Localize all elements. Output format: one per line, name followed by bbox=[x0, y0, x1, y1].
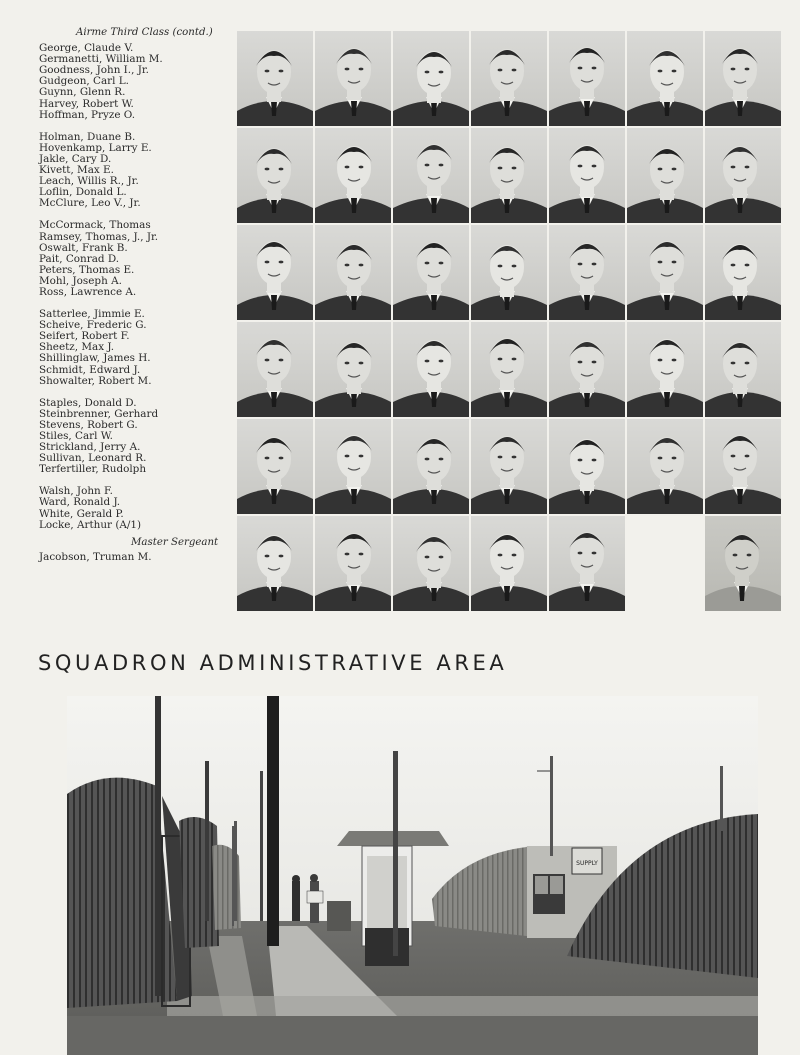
portrait-airman bbox=[393, 516, 469, 611]
name-guynn: Guynn, Glenn R. bbox=[39, 86, 126, 99]
administrative-area-photo bbox=[67, 696, 758, 1055]
name-goodness: Goodness, John I., Jr. bbox=[39, 64, 149, 77]
portrait-airman bbox=[627, 31, 703, 126]
portrait-airman bbox=[471, 225, 547, 320]
name-showalter: Showalter, Robert M. bbox=[39, 374, 152, 387]
name-leach: Leach, Willis R., Jr. bbox=[39, 175, 139, 188]
portrait-airman bbox=[315, 128, 391, 223]
name-george: George, Claude V. bbox=[39, 42, 134, 55]
portrait-airman bbox=[237, 128, 313, 223]
rank-heading-airmen-third-class: Airme Third Class (contd.) bbox=[76, 27, 213, 38]
name-group-row-4 bbox=[39, 309, 234, 387]
name-gudgeon: Gudgeon, Carl L. bbox=[39, 75, 129, 88]
name-sheetz: Sheetz, Max J. bbox=[39, 341, 115, 354]
portrait-airman bbox=[237, 419, 313, 514]
name-mccormack: McCormack, Thomas bbox=[39, 219, 151, 232]
name-loflin: Loflin, Donald L. bbox=[39, 186, 127, 199]
portrait-master-sergeant bbox=[705, 516, 781, 611]
name-holman: Holman, Duane B. bbox=[39, 130, 136, 143]
name-jacobson: Jacobson, Truman M. bbox=[39, 550, 152, 563]
portrait-airman bbox=[393, 128, 469, 223]
portrait-airman bbox=[393, 31, 469, 126]
portrait-airman bbox=[549, 225, 625, 320]
portrait-airman bbox=[705, 31, 781, 126]
name-kivett: Kivett, Max E. bbox=[39, 164, 114, 177]
name-group-row-1 bbox=[39, 43, 234, 121]
name-white: White, Gerald P. bbox=[39, 507, 124, 520]
administrative-area-scene bbox=[67, 696, 758, 1055]
name-group-row-3 bbox=[39, 220, 234, 298]
portrait-grid bbox=[237, 31, 781, 611]
portrait-airman bbox=[471, 516, 547, 611]
name-staples: Staples, Donald D. bbox=[39, 396, 137, 409]
portrait-airman bbox=[315, 31, 391, 126]
name-satterlee: Satterlee, Jimmie E. bbox=[39, 308, 145, 321]
name-terfertiller: Terfertiller, Rudolph bbox=[39, 463, 147, 476]
name-stiles: Stiles, Carl W. bbox=[39, 430, 113, 442]
name-schmidt: Schmidt, Edward J. bbox=[39, 363, 141, 376]
name-ramsey: Ramsey, Thomas, J., Jr. bbox=[39, 230, 159, 243]
portrait-airman bbox=[315, 225, 391, 320]
name-harvey: Harvey, Robert W. bbox=[39, 97, 134, 110]
name-hoffman: Hoffman, Pryze O. bbox=[39, 108, 136, 121]
name-jakle: Jakle, Cary D. bbox=[39, 152, 112, 165]
portrait-airman bbox=[705, 419, 781, 514]
portrait-airman bbox=[315, 419, 391, 514]
portrait-airman bbox=[471, 322, 547, 417]
portrait-airman bbox=[237, 225, 313, 320]
name-sullivan: Sullivan, Leonard R. bbox=[39, 452, 147, 465]
portrait-airman bbox=[237, 516, 313, 611]
name-group-row-2 bbox=[39, 132, 234, 210]
portrait-airman bbox=[315, 322, 391, 417]
name-strickland: Strickland, Jerry A. bbox=[39, 441, 141, 454]
name-walsh: Walsh, John F. bbox=[39, 485, 113, 498]
portrait-airman bbox=[549, 516, 625, 611]
portrait-airman bbox=[393, 322, 469, 417]
portrait-airman bbox=[627, 225, 703, 320]
supply-sign-text: SUPPLY bbox=[576, 860, 598, 867]
name-germanetti: Germanetti, William M. bbox=[39, 53, 163, 66]
name-stevens: Stevens, Robert G. bbox=[39, 418, 138, 431]
portrait-airman bbox=[549, 128, 625, 223]
name-steinbrenner: Steinbrenner, Gerhard bbox=[39, 407, 159, 420]
name-oswalt: Oswalt, Frank B. bbox=[39, 241, 128, 254]
name-group-row-6 bbox=[39, 486, 234, 530]
portrait-airman bbox=[627, 322, 703, 417]
portrait-airman bbox=[393, 419, 469, 514]
portrait-gap bbox=[627, 516, 703, 611]
portrait-airman bbox=[627, 419, 703, 514]
portrait-airman bbox=[627, 128, 703, 223]
name-hovenkamp: Hovenkamp, Larry E. bbox=[39, 141, 152, 154]
name-mohl: Mohl, Joseph A. bbox=[39, 274, 122, 287]
portrait-airman bbox=[471, 31, 547, 126]
portrait-airman bbox=[393, 225, 469, 320]
name-mcclure: McClure, Leo V., Jr. bbox=[39, 197, 141, 210]
portrait-airman bbox=[705, 322, 781, 417]
name-scheive: Scheive, Frederic G. bbox=[39, 319, 147, 332]
section-title: SQUADRON ADMINISTRATIVE AREA bbox=[38, 651, 508, 675]
portrait-airman bbox=[705, 128, 781, 223]
portrait-airman bbox=[549, 322, 625, 417]
rank-heading-master-sergeant: Master Sergeant bbox=[131, 536, 219, 548]
name-group-row-5 bbox=[39, 398, 234, 476]
portrait-airman bbox=[549, 31, 625, 126]
portrait-airman bbox=[705, 225, 781, 320]
names-column bbox=[39, 27, 234, 563]
name-ross: Ross, Lawrence A. bbox=[39, 285, 137, 298]
portrait-airman bbox=[237, 31, 313, 126]
portrait-airman bbox=[237, 322, 313, 417]
name-pait: Pait, Conrad D. bbox=[39, 252, 120, 265]
portrait-airman bbox=[549, 419, 625, 514]
name-peters: Peters, Thomas E. bbox=[39, 263, 135, 276]
name-ward: Ward, Ronald J. bbox=[39, 496, 121, 509]
portrait-airman bbox=[471, 128, 547, 223]
name-seifert: Seifert, Robert F. bbox=[39, 330, 130, 343]
portrait-airman bbox=[471, 419, 547, 514]
portrait-airman bbox=[315, 516, 391, 611]
name-locke: Locke, Arthur (A/1) bbox=[39, 518, 142, 531]
name-shillinglaw: Shillinglaw, James H. bbox=[39, 352, 151, 365]
